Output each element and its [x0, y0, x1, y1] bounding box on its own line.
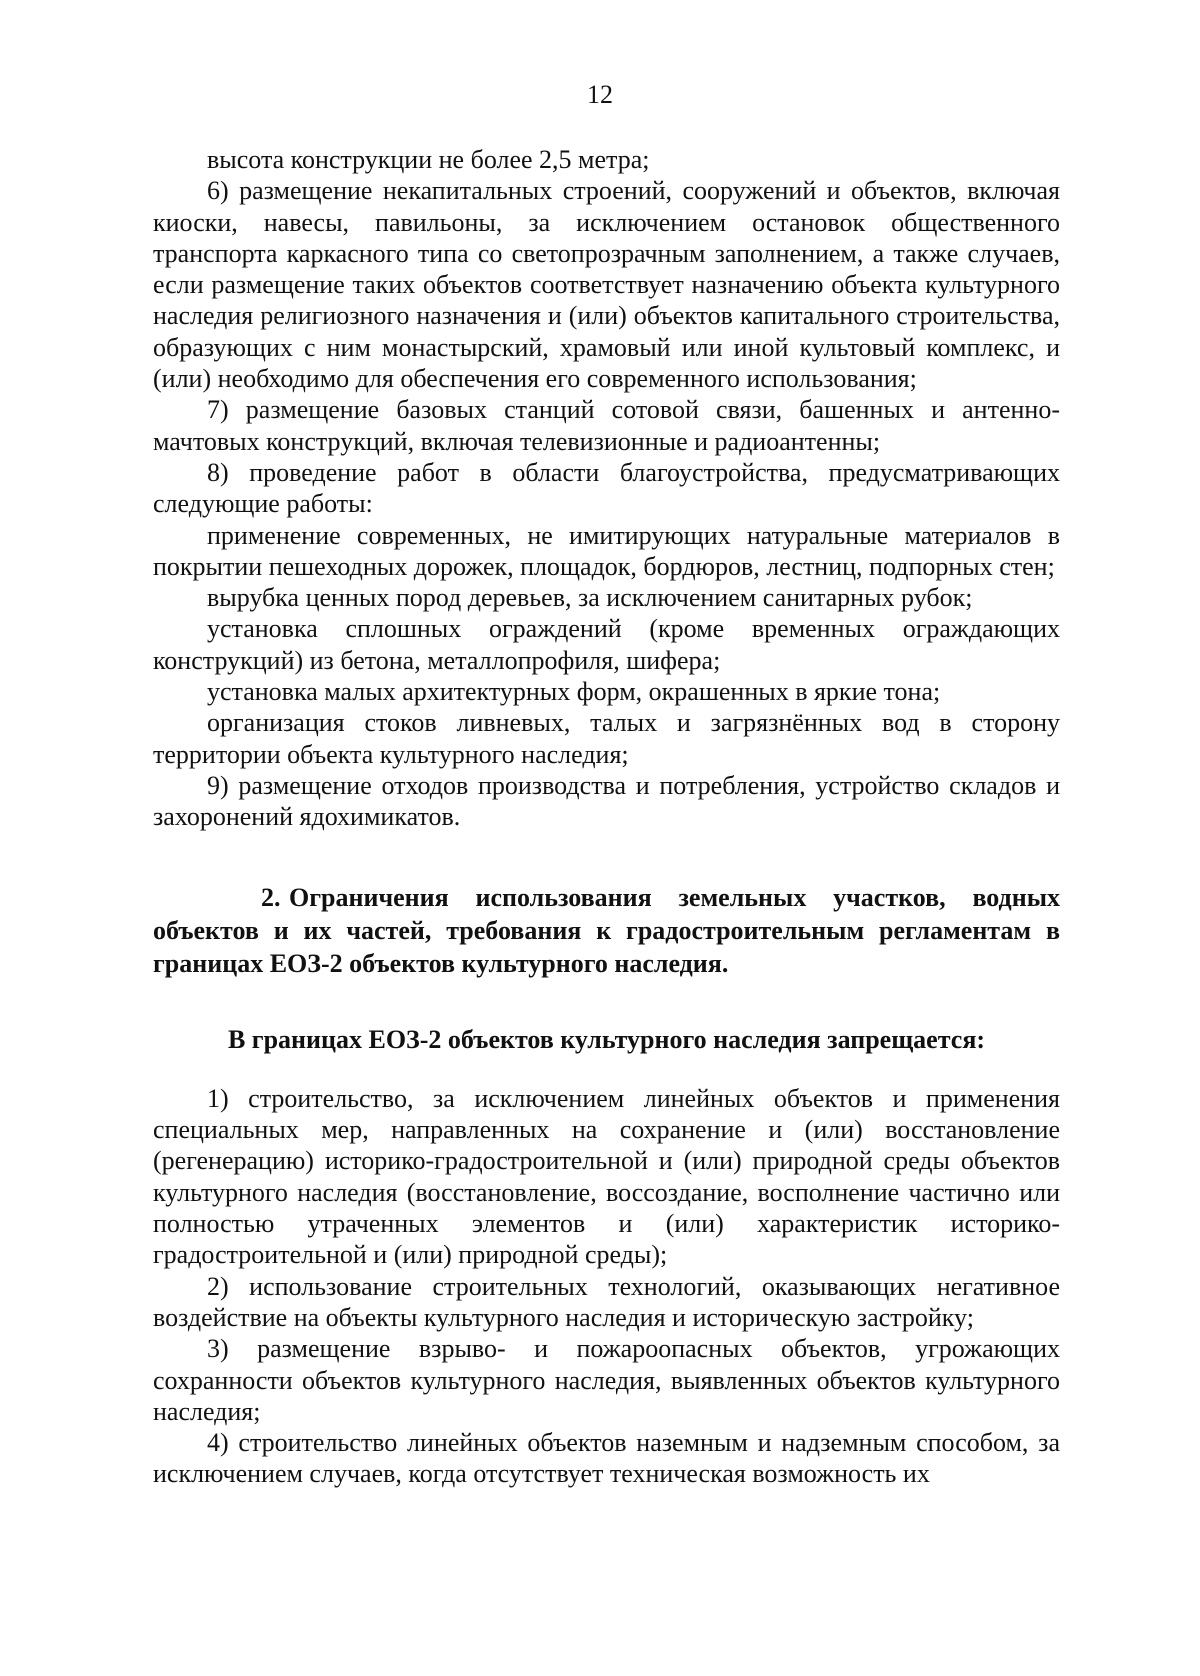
section-number: 2. [261, 882, 281, 912]
paragraph: 2) использование строительных технологий, оказывающих негативное воздействие на объекты культурного наследия и историческую застройку; [153, 1271, 1060, 1332]
spacer [153, 833, 1060, 881]
paragraph: применение современных, не имитирующих натуральные материалов в покрытии пешеходных дорожек, площадок, бордюров, лестниц, подпорных стен; [153, 520, 1060, 581]
paragraph: 7) размещение базовых станций сотовой связи, башенных и антенно-мачтовых конструкций, включая телевизионные и радиоантенны; [153, 395, 1060, 456]
paragraph: высота конструкции не более 2,5 метра; [207, 145, 650, 174]
section-heading [153, 881, 1060, 980]
paragraph: 4) строительство линейных объектов наземным и надземным способом, за исключением случаев, когда отсутствует техническая возможность их [153, 1428, 1060, 1489]
paragraph: организация стоков ливневых, талых и загрязнённых вод в сторону территории объекта культурного наследия; [153, 708, 1060, 769]
spacer [153, 980, 1060, 1024]
subheading: В границах ЕОЗ-2 объектов культурного наследия запрещается: [227, 1024, 986, 1054]
page-number: 12 [587, 80, 613, 109]
paragraph: установка сплошных ограждений (кроме временных ограждающих конструкций) из бетона, металлопрофиля, шифера; [153, 614, 1060, 675]
spacer [153, 1055, 1060, 1083]
paragraph: 6) размещение некапитальных строений, сооружений и объектов, включая киоски, навесы, павильоны, за исключением остановок общественного транспорта каркасного типа со светопрозрачным заполнением, а также случаев, если размещение таких объектов соответствует назначению объекта культурного наследия религиозного назначения и (или) объектов капитального строительства, образующих с ним монастырский, храмовый или иной культовый комплекс, и (или) необходимо для обеспечения его современного использования; [153, 176, 1060, 394]
paragraph: установка малых архитектурных форм, окрашенных в яркие тона; [207, 677, 941, 707]
paragraph: 1) строительство, за исключением линейных объектов и применения специальных мер, направленных на сохранение и (или) восстановление (регенерацию) историко-градостроительной и (или) природной среды объектов культурного наследия (восстановление, воссоздание, восполнение частично или полностью утраченных элементов и (или) характеристик историко-градостроительной и (или) природной среды); [153, 1083, 1060, 1270]
paragraph: вырубка ценных пород деревьев, за исключением санитарных рубок; [207, 583, 973, 613]
paragraph: 3) размещение взрыво- и пожароопасных объектов, угрожающих сохранности объектов культурного наследия, выявленных объектов культурного наследия; [153, 1334, 1060, 1426]
paragraph: 9) размещение отходов производства и потребления, устройство складов и захоронений ядохимикатов. [153, 770, 1060, 832]
section-title: Ограничения использования земельных участков, водных объектов и их частей, требования к градостроительным регламентам в границах ЕОЗ-2 объектов культурного наследия. [153, 882, 1060, 978]
paragraph: 8) проведение работ в области благоустройства, предусматривающих следующие работы: [153, 457, 1060, 519]
document-body [153, 144, 1060, 1490]
